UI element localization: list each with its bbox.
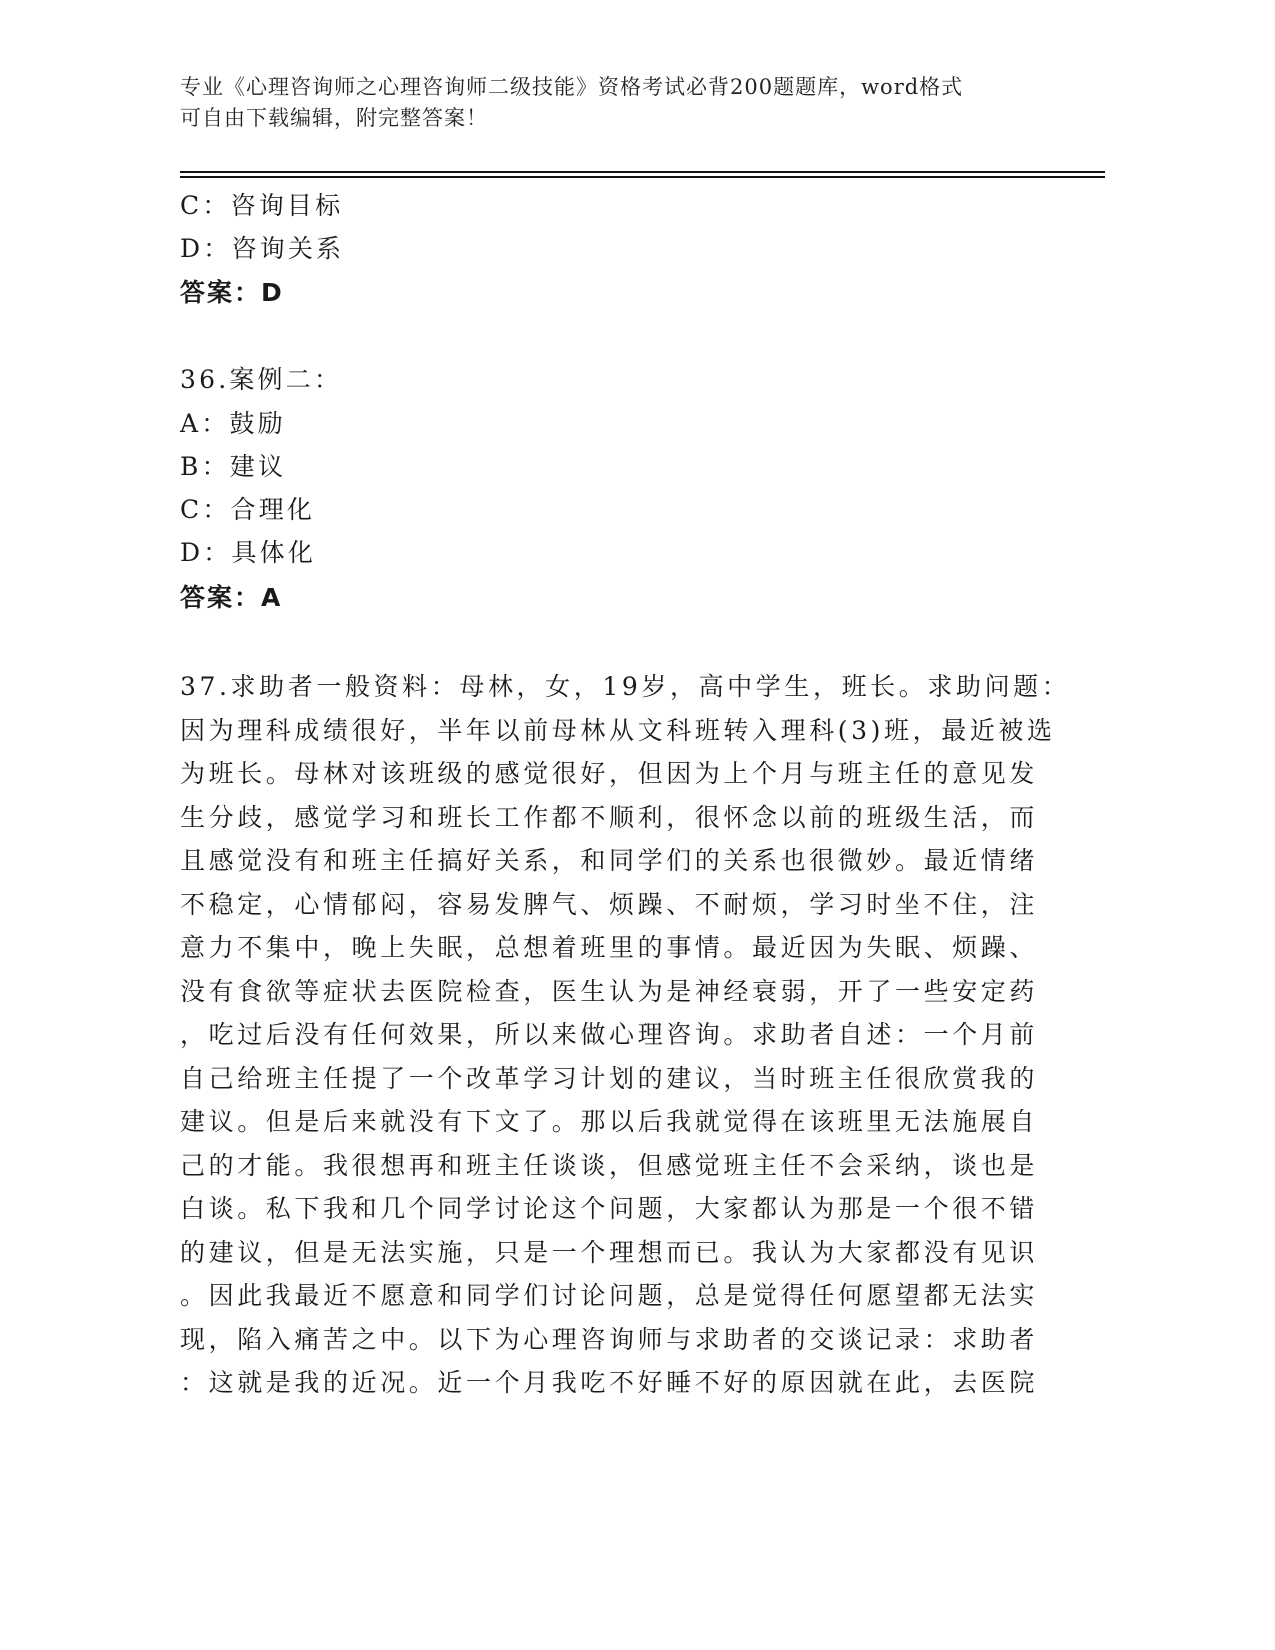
q37-line: 现，陷入痛苦之中。以下为心理咨询师与求助者的交谈记录：求助者	[180, 1324, 1039, 1354]
q37-line: 建议。但是后来就没有下文了。那以后我就觉得在该班里无法施展自	[180, 1107, 1039, 1136]
q37-line: 且感觉没有和班主任搞好关系，和同学们的关系也很微妙。最近情绪	[180, 846, 1039, 875]
q36-answer: 答案：A	[180, 583, 283, 612]
q36-option-d: D：具体化	[180, 538, 317, 567]
header-divider-top	[180, 171, 1105, 173]
header-line-1: 专业《心理咨询师之心理咨询师二级技能》资格考试必背200题题库，word格式	[180, 75, 964, 99]
q37-line: ：这就是我的近况。近一个月我吃不好睡不好的原因就在此，去医院	[180, 1368, 1039, 1397]
q37-line: 白谈。私下我和几个同学讨论这个问题，大家都认为那是一个很不错	[180, 1194, 1039, 1223]
q36-option-c: C：合理化	[180, 495, 316, 524]
q37-line: ，吃过后没有任何效果，所以来做心理咨询。求助者自述：一个月前	[180, 1020, 1039, 1049]
q37-line: 意力不集中，晚上失眠，总想着班里的事情。最近因为失眠、烦躁、	[180, 933, 1039, 962]
q37-line: 生分歧，感觉学习和班长工作都不顺利，很怀念以前的班级生活，而	[180, 802, 1039, 832]
q36-question: 36.案例二：	[180, 365, 343, 394]
page-header	[180, 72, 963, 134]
q36-option-b: B：建议	[180, 452, 287, 481]
header-line-2: 可自由下载编辑，附完整答案！	[180, 106, 488, 130]
q35-option-c: C：咨询目标	[180, 191, 344, 220]
q37-paragraph	[180, 665, 1070, 1405]
q35-option-d: D：咨询关系	[180, 234, 345, 263]
q37-line: 的建议，但是无法实施，只是一个理想而已。我认为大家都没有见识	[180, 1237, 1039, 1267]
q37-line: 因为理科成绩很好，半年以前母林从文科班转入理科(3)班，最近被选	[180, 715, 1056, 745]
q37-line: 己的才能。我很想再和班主任谈谈，但感觉班主任不会采纳，谈也是	[180, 1150, 1039, 1180]
q37-line: 37.求助者一般资料：母林，女，19岁，高中学生，班长。求助问题：	[180, 672, 1071, 701]
header-divider-bottom	[180, 176, 1105, 178]
q37-line: 为班长。母林对该班级的感觉很好，但因为上个月与班主任的意见发	[180, 759, 1039, 788]
q35-answer: 答案：D	[180, 278, 284, 307]
q37-line: 没有食欲等症状去医院检查，医生认为是神经衰弱，开了一些安定药	[180, 976, 1039, 1006]
q37-line: 自己给班主任提了一个改革学习计划的建议，当时班主任很欣赏我的	[180, 1063, 1039, 1093]
q37-line: 。因此我最近不愿意和同学们讨论问题，总是觉得任何愿望都无法实	[180, 1281, 1039, 1310]
q37-line: 不稳定，心情郁闷，容易发脾气、烦躁、不耐烦，学习时坐不住，注	[180, 889, 1039, 919]
q36-option-a: A：鼓励	[180, 409, 286, 438]
